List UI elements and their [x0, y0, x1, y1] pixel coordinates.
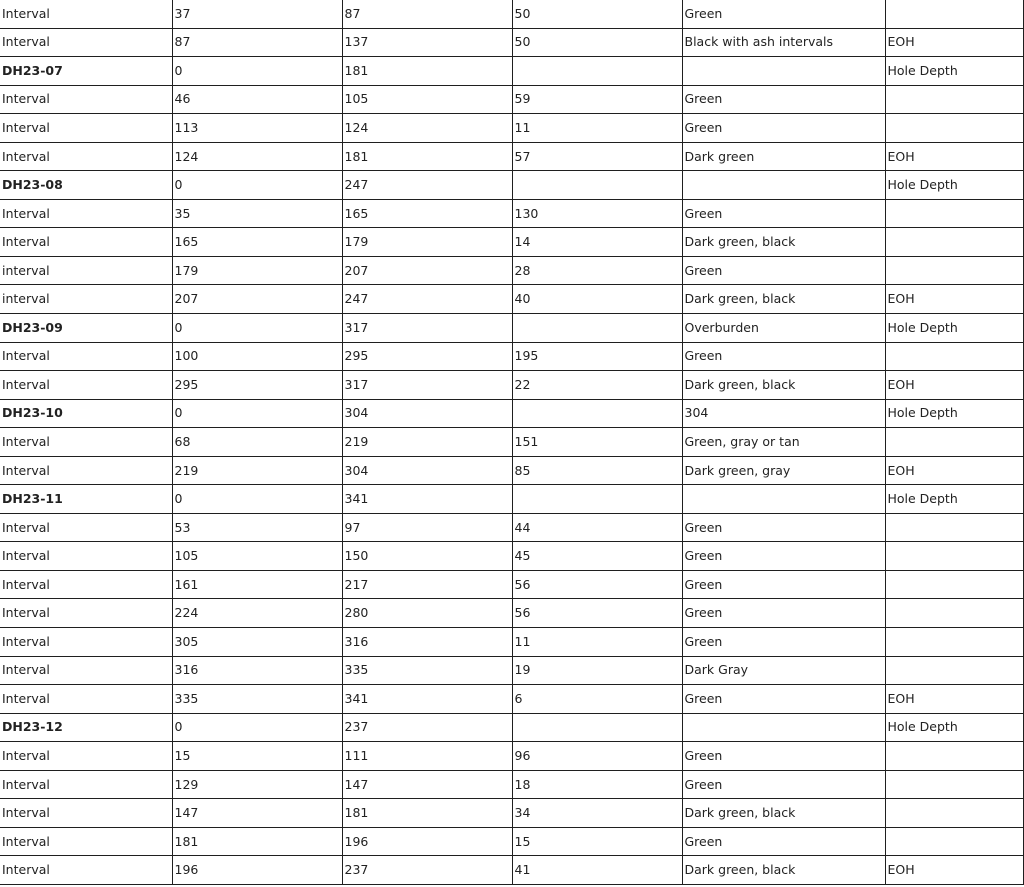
to-cell: 304: [342, 456, 512, 485]
from-cell: 129: [172, 770, 342, 799]
hole-id-cell: Interval: [0, 28, 172, 57]
length-cell: 44: [512, 513, 682, 542]
length-cell: 85: [512, 456, 682, 485]
notes-cell: [885, 428, 1023, 457]
to-cell: 304: [342, 399, 512, 428]
hole-id-cell: Interval: [0, 428, 172, 457]
hole-id-cell: DH23-12: [0, 713, 172, 742]
length-cell: 19: [512, 656, 682, 685]
hole-id-cell: Interval: [0, 628, 172, 657]
to-cell: 165: [342, 199, 512, 228]
hole-id-cell: DH23-11: [0, 485, 172, 514]
table-row: [0, 456, 1023, 485]
description-cell: Green: [682, 0, 885, 28]
description-cell: Green: [682, 542, 885, 571]
notes-cell: Hole Depth: [885, 314, 1023, 343]
table-row: [0, 428, 1023, 457]
length-cell: 59: [512, 85, 682, 114]
table-row: [0, 542, 1023, 571]
notes-cell: [885, 199, 1023, 228]
table-row: [0, 256, 1023, 285]
notes-cell: EOH: [885, 285, 1023, 314]
description-cell: Dark green, black: [682, 856, 885, 885]
notes-cell: Hole Depth: [885, 57, 1023, 86]
from-cell: 35: [172, 199, 342, 228]
hole-id-cell: Interval: [0, 799, 172, 828]
hole-id-cell: Interval: [0, 856, 172, 885]
hole-id-cell: interval: [0, 285, 172, 314]
length-cell: 18: [512, 770, 682, 799]
hole-id-cell: DH23-09: [0, 314, 172, 343]
from-cell: 0: [172, 171, 342, 200]
hole-id-cell: Interval: [0, 199, 172, 228]
table-row: [0, 799, 1023, 828]
to-cell: 137: [342, 28, 512, 57]
to-cell: 341: [342, 685, 512, 714]
description-cell: Green: [682, 513, 885, 542]
notes-cell: [885, 742, 1023, 771]
from-cell: 53: [172, 513, 342, 542]
description-cell: Black with ash intervals: [682, 28, 885, 57]
to-cell: 341: [342, 485, 512, 514]
table-row: [0, 142, 1023, 171]
from-cell: 224: [172, 599, 342, 628]
description-cell: Green: [682, 114, 885, 143]
notes-cell: Hole Depth: [885, 485, 1023, 514]
from-cell: 0: [172, 485, 342, 514]
notes-cell: Hole Depth: [885, 713, 1023, 742]
hole-header-row: [0, 713, 1023, 742]
length-cell: [512, 171, 682, 200]
description-cell: Green: [682, 827, 885, 856]
description-cell: Dark green, black: [682, 228, 885, 257]
length-cell: [512, 485, 682, 514]
from-cell: 105: [172, 542, 342, 571]
table-row: [0, 228, 1023, 257]
from-cell: 335: [172, 685, 342, 714]
table-row: [0, 570, 1023, 599]
hole-id-cell: Interval: [0, 570, 172, 599]
hole-id-cell: interval: [0, 256, 172, 285]
length-cell: 151: [512, 428, 682, 457]
hole-id-cell: Interval: [0, 85, 172, 114]
from-cell: 100: [172, 342, 342, 371]
description-cell: [682, 713, 885, 742]
hole-id-cell: Interval: [0, 342, 172, 371]
description-cell: [682, 57, 885, 86]
length-cell: 195: [512, 342, 682, 371]
table-row: [0, 685, 1023, 714]
notes-cell: [885, 827, 1023, 856]
length-cell: 14: [512, 228, 682, 257]
length-cell: 41: [512, 856, 682, 885]
hole-id-cell: DH23-10: [0, 399, 172, 428]
description-cell: Green: [682, 628, 885, 657]
from-cell: 68: [172, 428, 342, 457]
description-cell: Dark green, black: [682, 799, 885, 828]
length-cell: 50: [512, 0, 682, 28]
hole-id-cell: Interval: [0, 827, 172, 856]
to-cell: 317: [342, 314, 512, 343]
hole-header-row: [0, 171, 1023, 200]
description-cell: Overburden: [682, 314, 885, 343]
table-row: [0, 742, 1023, 771]
table-row: [0, 114, 1023, 143]
hole-id-cell: Interval: [0, 114, 172, 143]
to-cell: 247: [342, 171, 512, 200]
notes-cell: [885, 114, 1023, 143]
hole-id-cell: Interval: [0, 228, 172, 257]
from-cell: 196: [172, 856, 342, 885]
length-cell: [512, 314, 682, 343]
length-cell: 40: [512, 285, 682, 314]
hole-id-cell: Interval: [0, 599, 172, 628]
length-cell: 22: [512, 371, 682, 400]
from-cell: 165: [172, 228, 342, 257]
to-cell: 105: [342, 85, 512, 114]
from-cell: 37: [172, 0, 342, 28]
from-cell: 0: [172, 314, 342, 343]
description-cell: Green: [682, 256, 885, 285]
to-cell: 196: [342, 827, 512, 856]
hole-id-cell: Interval: [0, 142, 172, 171]
from-cell: 316: [172, 656, 342, 685]
length-cell: 130: [512, 199, 682, 228]
length-cell: 34: [512, 799, 682, 828]
hole-header-row: [0, 485, 1023, 514]
notes-cell: [885, 85, 1023, 114]
to-cell: 181: [342, 142, 512, 171]
length-cell: 11: [512, 114, 682, 143]
notes-cell: [885, 342, 1023, 371]
length-cell: 56: [512, 599, 682, 628]
description-cell: Green, gray or tan: [682, 428, 885, 457]
to-cell: 335: [342, 656, 512, 685]
description-cell: Green: [682, 599, 885, 628]
notes-cell: EOH: [885, 28, 1023, 57]
hole-header-row: [0, 399, 1023, 428]
length-cell: 11: [512, 628, 682, 657]
description-cell: Green: [682, 342, 885, 371]
from-cell: 305: [172, 628, 342, 657]
to-cell: 87: [342, 0, 512, 28]
table-row: [0, 371, 1023, 400]
description-cell: Green: [682, 742, 885, 771]
from-cell: 124: [172, 142, 342, 171]
from-cell: 15: [172, 742, 342, 771]
hole-id-cell: Interval: [0, 742, 172, 771]
from-cell: 0: [172, 57, 342, 86]
notes-cell: [885, 513, 1023, 542]
hole-id-cell: Interval: [0, 685, 172, 714]
from-cell: 179: [172, 256, 342, 285]
length-cell: 96: [512, 742, 682, 771]
from-cell: 87: [172, 28, 342, 57]
from-cell: 0: [172, 713, 342, 742]
table-row: [0, 770, 1023, 799]
length-cell: [512, 713, 682, 742]
notes-cell: [885, 542, 1023, 571]
notes-cell: EOH: [885, 456, 1023, 485]
to-cell: 179: [342, 228, 512, 257]
notes-cell: [885, 628, 1023, 657]
notes-cell: [885, 228, 1023, 257]
hole-id-cell: DH23-07: [0, 57, 172, 86]
description-cell: Dark green, gray: [682, 456, 885, 485]
to-cell: 317: [342, 371, 512, 400]
notes-cell: [885, 599, 1023, 628]
notes-cell: EOH: [885, 685, 1023, 714]
table-row: [0, 656, 1023, 685]
to-cell: 181: [342, 57, 512, 86]
to-cell: 280: [342, 599, 512, 628]
to-cell: 219: [342, 428, 512, 457]
length-cell: [512, 57, 682, 86]
to-cell: 147: [342, 770, 512, 799]
length-cell: 50: [512, 28, 682, 57]
table-row: [0, 599, 1023, 628]
notes-cell: Hole Depth: [885, 171, 1023, 200]
hole-id-cell: Interval: [0, 0, 172, 28]
hole-id-cell: Interval: [0, 656, 172, 685]
notes-cell: Hole Depth: [885, 399, 1023, 428]
from-cell: 207: [172, 285, 342, 314]
table-row: [0, 342, 1023, 371]
to-cell: 124: [342, 114, 512, 143]
length-cell: 57: [512, 142, 682, 171]
table-row: [0, 85, 1023, 114]
from-cell: 181: [172, 827, 342, 856]
description-cell: Green: [682, 770, 885, 799]
from-cell: 113: [172, 114, 342, 143]
notes-cell: EOH: [885, 142, 1023, 171]
to-cell: 247: [342, 285, 512, 314]
description-cell: 304: [682, 399, 885, 428]
to-cell: 217: [342, 570, 512, 599]
table-row: [0, 199, 1023, 228]
from-cell: 147: [172, 799, 342, 828]
table-row: [0, 513, 1023, 542]
table-row: [0, 285, 1023, 314]
description-cell: [682, 171, 885, 200]
notes-cell: [885, 570, 1023, 599]
description-cell: Green: [682, 685, 885, 714]
description-cell: [682, 485, 885, 514]
length-cell: 56: [512, 570, 682, 599]
length-cell: 28: [512, 256, 682, 285]
length-cell: 45: [512, 542, 682, 571]
length-cell: 6: [512, 685, 682, 714]
hole-header-row: [0, 57, 1023, 86]
description-cell: Green: [682, 85, 885, 114]
to-cell: 316: [342, 628, 512, 657]
hole-id-cell: Interval: [0, 513, 172, 542]
description-cell: Dark green, black: [682, 285, 885, 314]
to-cell: 181: [342, 799, 512, 828]
hole-id-cell: Interval: [0, 542, 172, 571]
from-cell: 46: [172, 85, 342, 114]
from-cell: 219: [172, 456, 342, 485]
to-cell: 295: [342, 342, 512, 371]
notes-cell: EOH: [885, 371, 1023, 400]
description-cell: Dark Gray: [682, 656, 885, 685]
table-row: [0, 28, 1023, 57]
notes-cell: [885, 799, 1023, 828]
from-cell: 0: [172, 399, 342, 428]
description-cell: Green: [682, 570, 885, 599]
description-cell: Dark green: [682, 142, 885, 171]
to-cell: 237: [342, 856, 512, 885]
to-cell: 207: [342, 256, 512, 285]
notes-cell: [885, 256, 1023, 285]
hole-header-row: [0, 314, 1023, 343]
notes-cell: [885, 770, 1023, 799]
length-cell: [512, 399, 682, 428]
notes-cell: [885, 0, 1023, 28]
description-cell: Dark green, black: [682, 371, 885, 400]
hole-id-cell: Interval: [0, 456, 172, 485]
from-cell: 295: [172, 371, 342, 400]
to-cell: 111: [342, 742, 512, 771]
to-cell: 150: [342, 542, 512, 571]
from-cell: 161: [172, 570, 342, 599]
to-cell: 237: [342, 713, 512, 742]
notes-cell: EOH: [885, 856, 1023, 885]
hole-id-cell: Interval: [0, 371, 172, 400]
hole-id-cell: Interval: [0, 770, 172, 799]
table-row: [0, 856, 1023, 885]
table-row: [0, 628, 1023, 657]
to-cell: 97: [342, 513, 512, 542]
notes-cell: [885, 656, 1023, 685]
hole-id-cell: DH23-08: [0, 171, 172, 200]
description-cell: Green: [682, 199, 885, 228]
length-cell: 15: [512, 827, 682, 856]
table-row: [0, 0, 1023, 28]
table-row: [0, 827, 1023, 856]
